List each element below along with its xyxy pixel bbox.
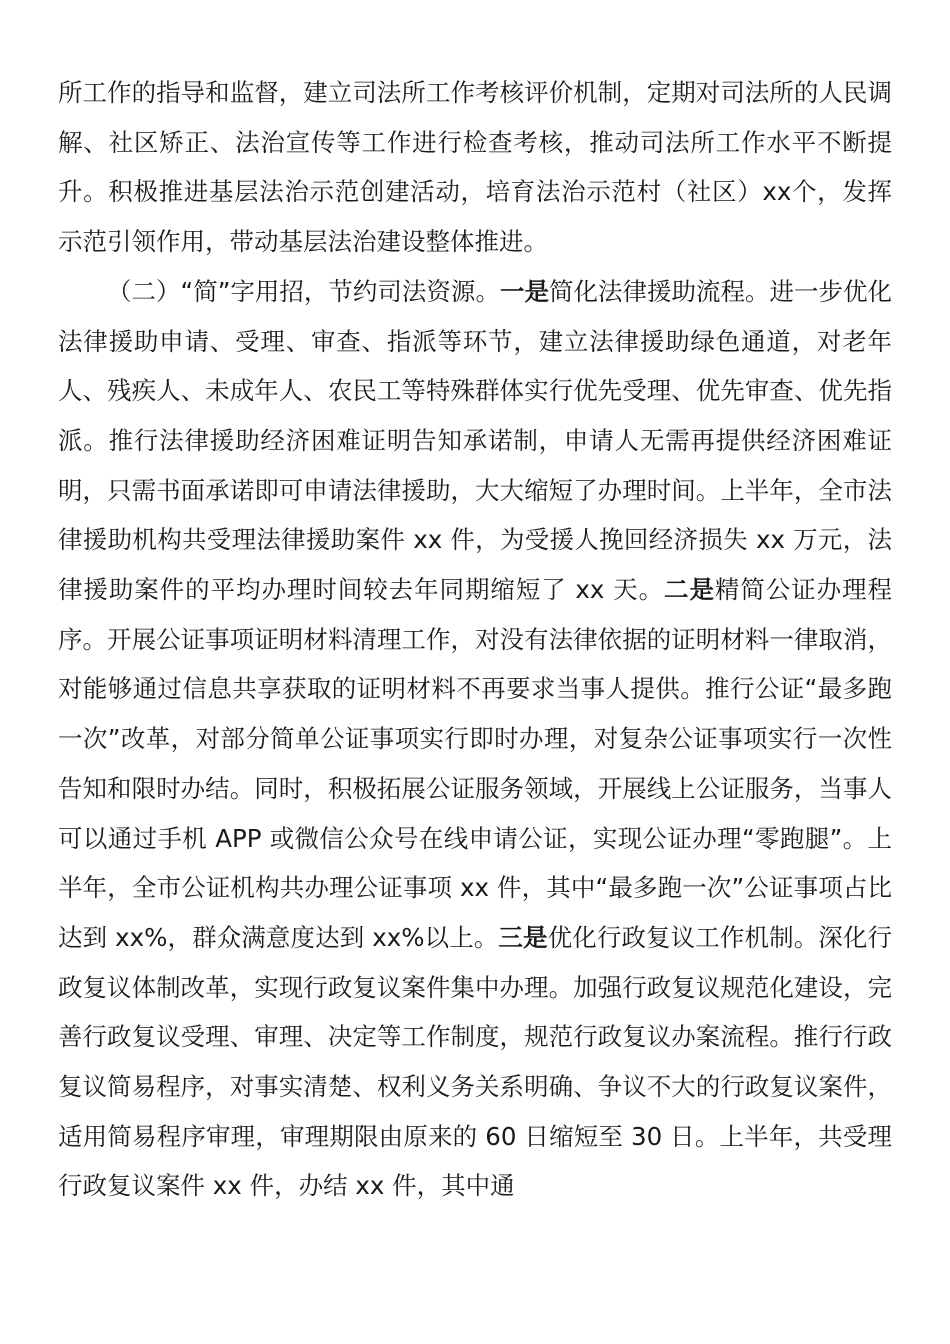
point-label-two: 二是 (664, 575, 715, 605)
point-text-three: 优化行政复议工作机制。深化行政复议体制改革，实现行政复议案件集中办理。加强行政复议规范化建设，完善行政复议受理、审理、决定等工作制度，规范行政复议办案流程。推行行政复议简易程序，对事实清楚、权利义务关系明确、争议不大的行政复议案件，适用简易程序审理，审理期限由原来的 60 日缩短至 30 日。上半年，共受理行政复议案件 xx 件，办结 xx 件，其中通 (58, 922, 893, 1201)
section-heading: （二）“简”字用招，节约司法资源。 (107, 276, 500, 306)
paragraph-section-two (58, 267, 892, 1211)
point-text-one: 简化法律援助流程。进一步优化法律援助申请、受理、审查、指派等环节，建立法律援助绿色通道，对老年人、残疾人、未成年人、农民工等特殊群体实行优先受理、优先审查、优先指派。推行法律援助经济困难证明告知承诺制，申请人无需再提供经济困难证明，只需书面承诺即可申请法律援助，大大缩短了办理时间。上半年，全市法律援助机构共受理法律援助案件 xx 件，为受援人挽回经济损失 xx 万元，法律援助案件的平均办理时间较去年同期缩短了 xx 天。 (58, 276, 893, 605)
document-page (58, 68, 892, 1211)
point-label-three: 三是 (498, 922, 548, 952)
point-text-two: 精简公证办理程序。开展公证事项证明材料清理工作，对没有法律依据的证明材料一律取消，对能够通过信息共享获取的证明材料不再要求当事人提供。推行公证“最多跑一次”改革，对部分简单公证事项实行即时办理，对复杂公证事项实行一次性告知和限时办结。同时，积极拓展公证服务领域，开展线上公证服务，当事人可以通过手机 APP 或微信公众号在线申请公证，实现公证办理“零跑腿”。上半年，全市公证机构共办理公证事项 xx 件，其中“最多跑一次”公证事项占比达到 xx%，群众满意度达到 xx%以上。 (58, 575, 893, 952)
point-label-one: 一是 (499, 276, 549, 306)
paragraph-continuation: 所工作的指导和监督，建立司法所工作考核评价机制，定期对司法所的人民调解、社区矫正、法治宣传等工作进行检查考核，推动司法所工作水平不断提升。积极推进基层法治示范创建活动，培育法治示范村（社区）xx个，发挥示范引领作用，带动基层法治建设整体推进。 (58, 78, 892, 257)
